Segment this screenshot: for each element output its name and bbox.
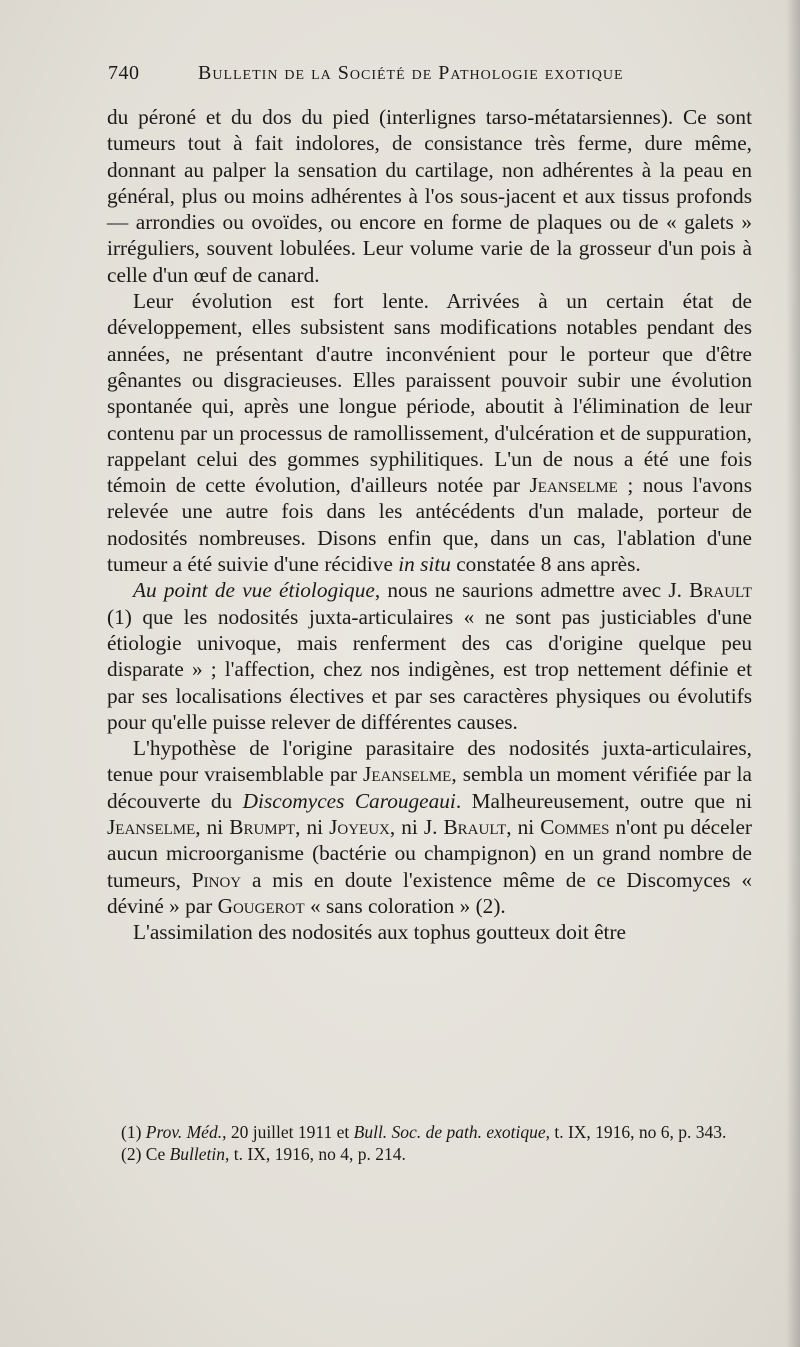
text-run: , sembla un moment vérifiée par la découverte du (107, 762, 752, 813)
italic-text: in situ (398, 552, 451, 577)
page-number: 740 (108, 62, 140, 84)
text-run: (1) (121, 1122, 146, 1142)
text-run: . Malheureusement, outre que ni (455, 788, 753, 813)
italic-text: Au point de vue étiologique (133, 578, 375, 603)
text-run: n'ont pu déceler aucun microorganisme (bactérie ou champignon) en un grand nombre de tumeurs, (107, 815, 753, 892)
text-run: , 20 juillet 1911 et (222, 1122, 354, 1142)
author-name: Brumpt (229, 815, 296, 840)
text-run: , ni (506, 815, 541, 840)
running-title: Bulletin de la Société de Pathologie exotique (198, 62, 624, 84)
paragraph (107, 288, 752, 577)
author-name: Gougerot (217, 893, 305, 918)
italic-text: Bull. Soc. de path. exotique (353, 1122, 546, 1142)
author-name: Pinoy (191, 867, 242, 892)
text-run: du péroné et du dos du pied (interlignes tarso-métatarsiennes). Ce sont tumeurs tout à fait indolores, de consistance très ferme, dure même, donnant au palper la sensation du cartilage, non adhérentes à la peau en général, plus ou moins adhérentes à l'os sous-jacent et aux tissus profonds — arrondies ou ovoïdes, ou encore en forme de plaques ou de « galets » irréguliers, souvent lobulées. Leur volume varie de la grosseur d'un pois à celle d'un œuf de canard. (107, 105, 752, 287)
text-run: Leur évolution est fort lente. Arrivées à un certain état de développement, elles subsistent sans modifications notables pendant des années, ne présentant d'autre inconvénient pour le porteur que d'être gênantes ou disgracieuses. Elles paraissent pouvoir subir une évolution spontanée qui, après une longue période, aboutit à l'élimination de leur contenu par un processus de ramollissement, d'ulcération et de suppuration, rappelant celui des gommes syphilitiques. L'un de nous a été une fois témoin de cette évolution, d'ailleurs notée par (107, 289, 752, 498)
text-run: , ni J. (389, 815, 444, 840)
author-name: Commes (540, 815, 610, 840)
author-name: Jeanselme (363, 762, 452, 787)
text-run: a mis en doute l'existence même de ce Discomyces « déviné » par (107, 867, 753, 918)
running-header (108, 62, 708, 85)
text-run: L'assimilation des nodosités aux tophus goutteux doit être (133, 920, 627, 945)
footnote (107, 1121, 752, 1143)
italic-text: Prov. Méd. (145, 1122, 223, 1142)
text-run: , ni (295, 815, 330, 840)
footnotes (107, 1121, 752, 1165)
text-run: L'hypothèse de l'origine parasitaire des nodosités juxta-articulaires, tenue pour vraisemblable par (107, 736, 752, 787)
text-run: , nous ne saurions admettre avec J. (374, 578, 690, 603)
paragraph (107, 919, 752, 945)
footnote (107, 1143, 752, 1165)
text-run: , ni (195, 815, 230, 840)
paragraph (107, 104, 752, 288)
paragraph (107, 735, 752, 919)
text-run: « sans coloration » (2). (304, 893, 506, 918)
author-name: Brault (689, 578, 752, 603)
text-run: (2) Ce (121, 1144, 170, 1164)
page-edge-shadow (786, 0, 800, 1347)
author-name: Joyeux (329, 815, 390, 840)
paragraph (107, 577, 752, 735)
text-run: constatée 8 ans après. (450, 552, 641, 577)
body-text (107, 104, 752, 946)
author-name: Brault (443, 815, 507, 840)
author-name: Jeanselme (107, 815, 196, 840)
author-name: Jeanselme (529, 473, 618, 498)
text-run: , t. IX, 1916, no 4, p. 214. (225, 1144, 406, 1164)
italic-text: Bulletin (169, 1144, 226, 1164)
text-run: (1) que les nodosités juxta-articulaires « ne sont pas justiciables d'une étiologie univoque, mais renferment des cas d'origine quelque peu disparate » ; l'affection, chez nos indigènes, est trop nettement définie et par ses localisations électives et par ses caractères physiques ou évolutifs pour qu'elle puisse relever de différentes causes. (107, 604, 752, 734)
text-run: , t. IX, 1916, no 6, p. 343. (545, 1122, 727, 1142)
text-run: ; nous l'avons relevée une autre fois dans les antécédents d'un malade, porteur de nodosités nombreuses. Disons enfin que, dans un cas, l'ablation d'une tumeur a été suivie d'une récidive (107, 473, 752, 577)
italic-text: Discomyces Carougeaui (242, 788, 456, 813)
